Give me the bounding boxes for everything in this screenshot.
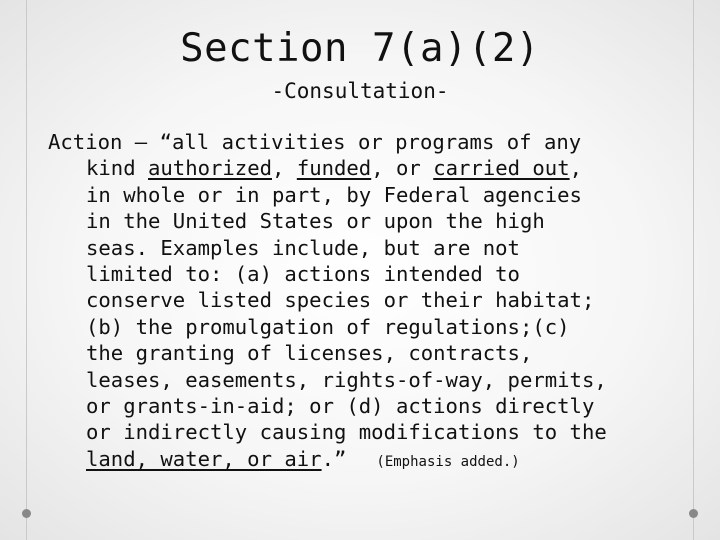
- body-text-segment: (b) the promulgation of regulations;(c): [86, 314, 570, 339]
- body-text-segment: ,: [272, 156, 297, 181]
- frame-dot-right: [689, 509, 698, 518]
- body-text-segment: seas. Examples include, but are not: [86, 235, 520, 260]
- emphasized-text: carried out: [433, 156, 570, 181]
- body-text-segment: leases, easements, rights-of-way, permits,: [86, 367, 607, 392]
- emphasized-text: authorized: [148, 156, 272, 181]
- body-text-segment: Action – “all activities or programs of any: [48, 130, 582, 154]
- body-line: [48, 235, 688, 261]
- body-text-segment: conserve listed species or their habitat;: [86, 288, 595, 313]
- body-line: [48, 129, 688, 155]
- body-text-segment: in whole or in part, by Federal agencies: [86, 182, 582, 207]
- body-line: [48, 314, 688, 340]
- emphasized-text: funded: [296, 156, 372, 181]
- body-text-segment: limited to: (a) actions intended to: [86, 261, 520, 286]
- emphasis-note: (Emphasis added.): [376, 453, 520, 470]
- body-line: [48, 340, 688, 366]
- body-line: [48, 155, 688, 181]
- slide-title: Section 7(a)(2): [180, 26, 540, 71]
- frame-dot-left: [22, 509, 31, 518]
- body-line: [48, 208, 688, 234]
- body-line: [48, 446, 688, 472]
- body-text: [48, 129, 688, 472]
- body-line: [48, 367, 688, 393]
- body-line: [48, 261, 688, 287]
- body-text-segment: ,: [569, 156, 583, 181]
- body-text-segment: kind: [86, 156, 148, 181]
- body-line: [48, 182, 688, 208]
- emphasized-text: land, water, or air: [86, 446, 322, 471]
- body-line: [48, 419, 688, 445]
- body-text-segment: .”: [321, 446, 347, 471]
- body-text-segment: the granting of licenses, contracts,: [86, 341, 533, 366]
- body-line: [48, 393, 688, 419]
- body-text-segment: or grants-in-aid; or (d) actions directly: [86, 393, 595, 418]
- body-text-segment: , or: [371, 156, 434, 181]
- body-text-segment: in the United States or upon the high: [86, 209, 545, 234]
- body-line: [48, 287, 688, 313]
- body-text-segment: or indirectly causing modifications to the: [86, 420, 607, 445]
- slide-subtitle: -Consultation-: [271, 79, 449, 103]
